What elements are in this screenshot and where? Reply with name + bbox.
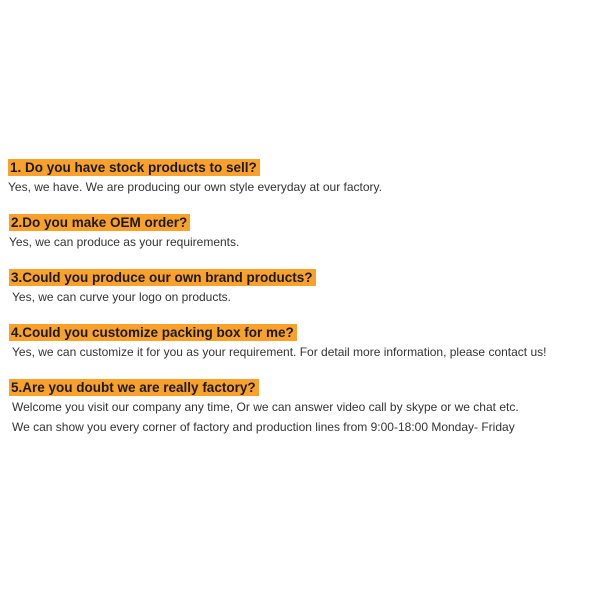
- faq-answer-5-line-1: Welcome you visit our company any time, Or we can answer video call by skype or we chat etc.: [12, 400, 519, 414]
- faq-answer-5-line-2: We can show you every corner of factory and production lines from 9:00-18:00 Monday- Friday: [12, 420, 515, 434]
- faq-answer-3: Yes, we can curve your logo on products.: [12, 290, 232, 304]
- faq-question-4: 4.Could you customize packing box for me?: [9, 324, 297, 341]
- faq-question-1: 1. Do you have stock products to sell?: [8, 159, 260, 176]
- faq-answer-2: Yes, we can produce as your requirements.: [9, 235, 240, 249]
- faq-question-5: 5.Are you doubt we are really factory?: [9, 379, 259, 396]
- faq-answer-1: Yes, we have. We are producing our own style everyday at our factory.: [8, 180, 382, 194]
- faq-answer-4: Yes, we can customize it for you as your requirement. For detail more information, please contact us!: [12, 345, 547, 359]
- faq-question-2: 2.Do you make OEM order?: [9, 214, 190, 231]
- faq-question-3: 3.Could you produce our own brand products?: [9, 269, 316, 286]
